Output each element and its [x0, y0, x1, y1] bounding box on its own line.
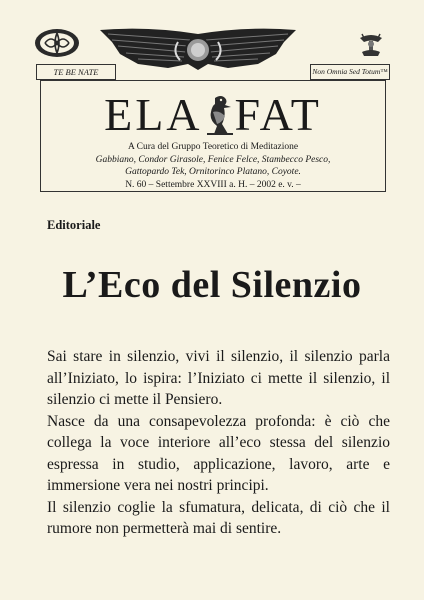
publication-title — [41, 85, 385, 141]
cornucopia-emblem-icon — [356, 30, 386, 60]
winged-sun-disc-icon — [98, 26, 298, 72]
masthead-subtitle: A Cura del Gruppo Teoretico di Meditazione — [127, 142, 299, 152]
title-left: ELA — [104, 89, 203, 141]
title-right: FAT — [234, 89, 322, 141]
motto-right: Non Omnia Sed Totum™ — [310, 64, 390, 80]
section-label: Editoriale — [47, 218, 101, 232]
article-body — [47, 346, 390, 540]
spiral-rosette-icon — [33, 27, 81, 59]
masthead — [40, 80, 386, 192]
masthead-members-line-2: Gattopardo Tek, Ornitorinco Platano, Coyote. — [125, 167, 301, 177]
masthead-members-line-1: Gabbiano, Condor Girasole, Fenice Felce, Stambecco Pesco, — [95, 154, 331, 165]
motto-left: TE BE NATE — [36, 64, 116, 80]
egyptian-bird-icon — [201, 92, 237, 138]
issue-line: N. 60 – Settembre XXVIII a. H. – 2002 e. v. – — [125, 179, 301, 190]
masthead-details — [41, 141, 385, 191]
paragraph-1: Sai stare in silenzio, vivi il silenzio, il silenzio parla all’Iniziato, lo ispira: l’Iniziato ci mette il silenzio, il silenzio ci mette il Pensiero. — [47, 348, 390, 408]
paragraph-3: Il silenzio coglie la sfumatura, delicata, di ciò che il rumore non permetterà mai di sentire. — [47, 498, 390, 537]
article-headline: L’Eco del Silenzio — [62, 264, 362, 306]
paragraph-2: Nasce da una consapevolezza profonda: è ciò che collega la voce interiore all’eco stessa del silenzio espressa in studio, applicazione, lavoro, arte e immersione vera nei nostri principi. — [47, 412, 390, 494]
